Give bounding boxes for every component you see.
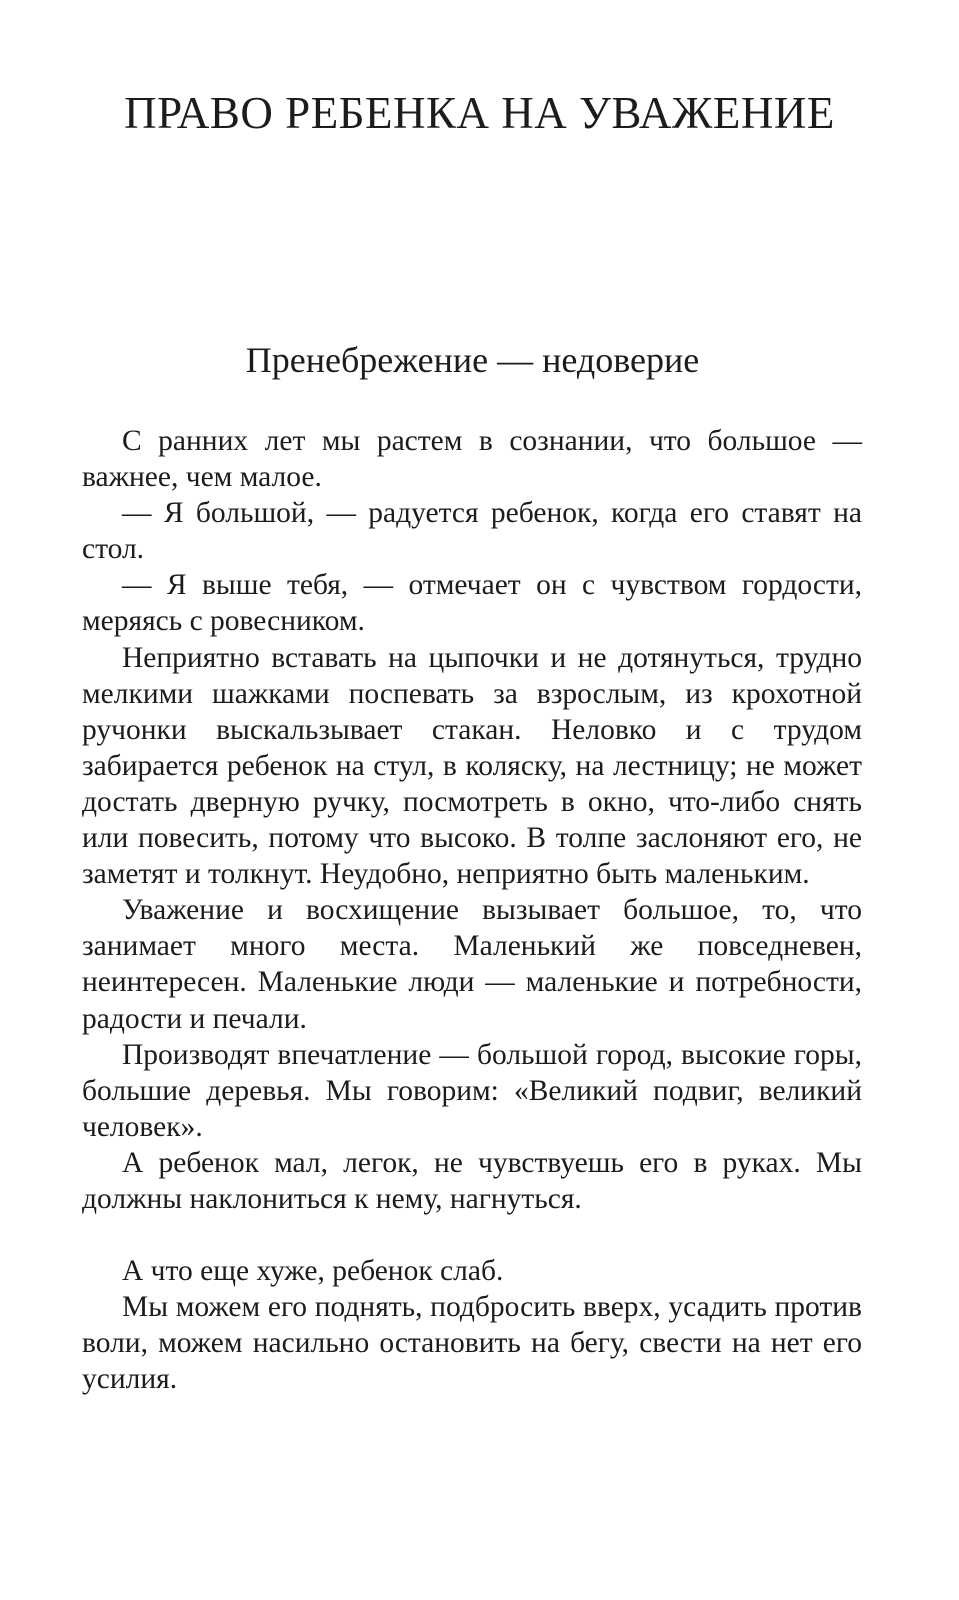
- paragraph: — Я выше тебя, — отмечает он с чувством гордости, меряясь с ровесником.: [82, 569, 862, 638]
- chapter-title: ПРАВО РЕБЕНКА НА УВАЖЕНИЕ: [124, 88, 835, 138]
- paragraph: С ранних лет мы растем в сознании, что большое — важнее, чем малое.: [82, 425, 862, 494]
- paragraph: Мы можем его поднять, подбросить вверх, усадить против воли, можем насильно остановить на бегу, свести на нет его усилия.: [82, 1291, 862, 1396]
- body-text: [82, 423, 862, 1397]
- paragraph: А что еще хуже, ребенок слаб.: [122, 1255, 504, 1288]
- section-title: Пренебрежение — недоверие: [245, 340, 700, 380]
- paragraph: Производят впечатление — большой город, высокие горы, большие деревья. Мы говорим: «Великий подвиг, великий человек».: [82, 1038, 862, 1143]
- paragraph: А ребенок мал, легок, не чувствуешь его в руках. Мы должны наклониться к нему, нагнуться.: [82, 1146, 862, 1215]
- paragraph: Неприятно вставать на цыпочки и не дотянуться, трудно мелкими шажками поспевать за взрослым, из крохотной ручонки выскальзывает стакан. Неловко и с трудом забирается ребенок на стул, в коляску, на лестницу; не может достать дверную ручку, посмотреть в окно, что-либо снять или повесить, потому что высоко. В толпе заслоняют его, не заметят и толкнут. Неудобно, неприятно быть маленьким.: [82, 641, 862, 891]
- paragraph: Уважение и восхищение вызывает большое, то, что занимает много места. Маленький же повседневен, неинтересен. Маленькие люди — маленькие и потребности, радости и печали.: [82, 894, 862, 1035]
- paragraph: — Я большой, — радуется ребенок, когда его ставят на стол.: [82, 497, 862, 566]
